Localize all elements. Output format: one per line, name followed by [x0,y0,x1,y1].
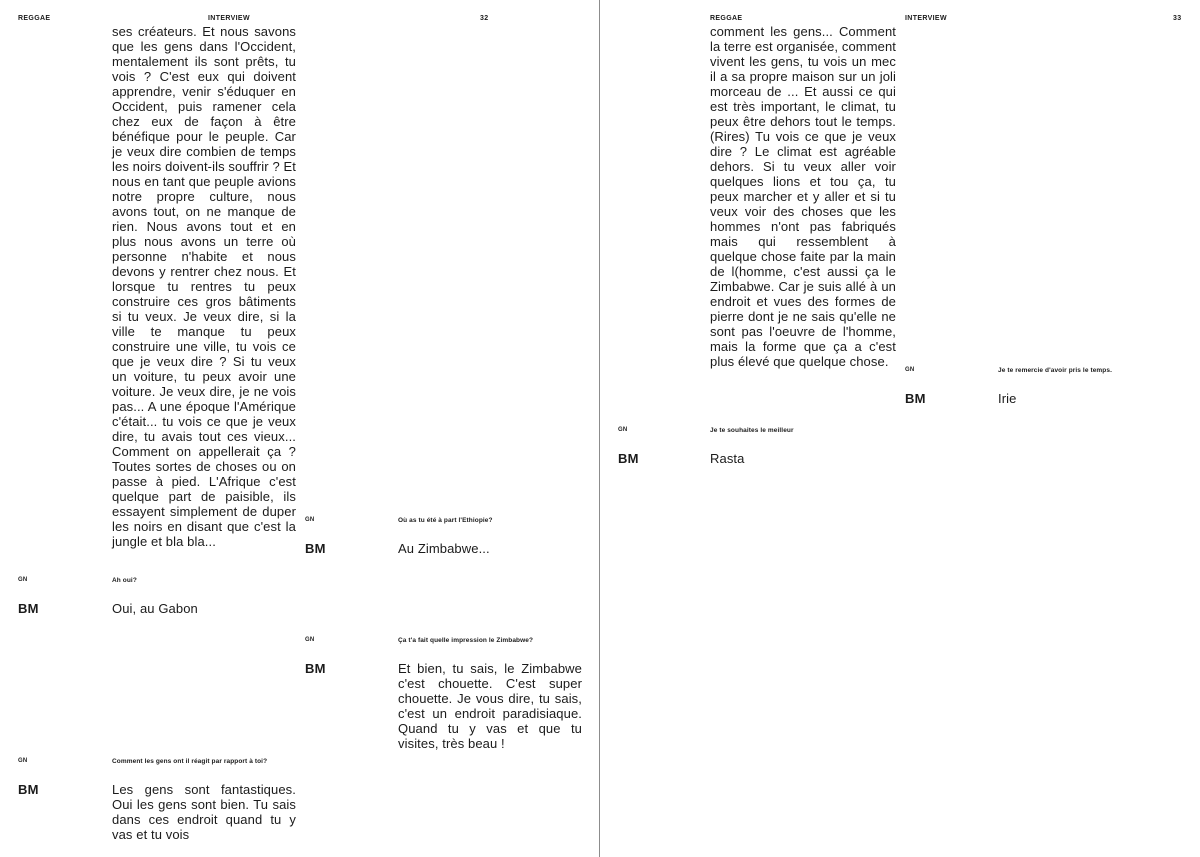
interviewer-question: Je te souhaites le meilleur [710,427,794,434]
running-head-magazine: REGGAE [18,15,51,22]
body-paragraph: comment les gens... Comment la terre est organisée, comment vivent les gens, tu vois un mec il a sa propre maison sur un joli morceau de ... Et aussi ce qui est très important, le climat, tu peux être dehors tout le temps. (Rires) Tu vois ce que je veux dire ? Le climat est agréable dehors. Si tu veux aller voir quelques lions et tou ça, tu peux marcher et y aller et si tu veux voir des choses que les hommes n'ont pas fabriqués mais qui ressemblent à quelque chose faite par la main de l(homme, c'est aussi ça le Zimbabwe. Car je suis allé à un endroit et vues des formes de pierre dont je ne sais qu'elle ne sont pas l'oeuvre de l'homme, mais la forme que ça a c'est plus élevé que quelque chose. [710,24,896,369]
running-head-section: INTERVIEW [905,15,947,22]
speaker-label-gn: GN [18,577,28,583]
speaker-label-gn: GN [18,758,28,764]
interviewer-question: Ah oui? [112,577,137,584]
speaker-label-bm: BM [618,451,639,466]
interviewee-answer: Rasta [710,451,745,466]
interviewer-question: Comment les gens ont il réagit par rapport à toi? [112,758,268,765]
page-number: 32 [480,15,489,22]
page-gutter-divider [599,0,600,857]
speaker-label-gn: GN [618,427,628,433]
interviewee-answer: Les gens sont fantastiques. Oui les gens sont bien. Tu sais dans ces endroit quand tu y vas et tu vois [112,782,296,842]
speaker-label-bm: BM [18,601,39,616]
speaker-label-bm: BM [905,391,926,406]
interviewee-answer: Et bien, tu sais, le Zimbabwe c'est chouette. C'est super chouette. Je vous dire, tu sais, c'est un endroit paradisiaque. Quand tu y vas et que tu visites, très beau ! [398,661,582,751]
speaker-label-gn: GN [305,517,315,523]
interviewee-answer: Au Zimbabwe... [398,541,490,556]
running-head-magazine: REGGAE [710,15,743,22]
page-number: 33 [1173,15,1182,22]
interviewee-answer: Oui, au Gabon [112,601,198,616]
speaker-label-bm: BM [305,541,326,556]
interviewer-question: Ça t'a fait quelle impression le Zimbabwe? [398,637,534,644]
interviewee-answer: Irie [998,391,1017,406]
speaker-label-bm: BM [18,782,39,797]
running-head-section: INTERVIEW [208,15,250,22]
speaker-label-bm: BM [305,661,326,676]
interviewer-question: Je te remercie d'avoir pris le temps. [998,367,1112,374]
speaker-label-gn: GN [305,637,315,643]
body-paragraph: ses créateurs. Et nous savons que les gens dans l'Occident, mentalement ils sont prêts, tu vois ? C'est eux qui doivent apprendre, venir s'éduquer en Occident, puis ramener cela chez eux de façon à être bénéfique pour le peuple. Car je veux dire combien de temps les noirs doivent-ils souffrir ? Et nous en tant que peuple avions notre propre culture, nous avons tout, on ne manque de rien. Nous avons tout et en plus nous avons un terre où personne n'habite et nous devons y rentrer chez nous. Et lorsque tu rentres tu peux construire ces gros bâtiments si tu veux. Je veux dire, si la ville te manque tu peux construire une ville, tu vois ce que je veux dire ? Si tu veux un voiture, tu peux avoir une voiture. Je veux dire, je ne vois pas... A une époque l'Amérique c'était... tu vois ce que je veux dire, tu avais tout ces vieux... Comment on appellerait ça ? Toutes sortes de choses ou on passe à pied. L'Afrique c'est quelque part de paisible, ils essayent simplement de duper les noirs en disant que c'est la jungle et bla bla... [112,24,296,549]
interviewer-question: Où as tu été à part l'Ethiopie? [398,517,493,524]
speaker-label-gn: GN [905,367,915,373]
